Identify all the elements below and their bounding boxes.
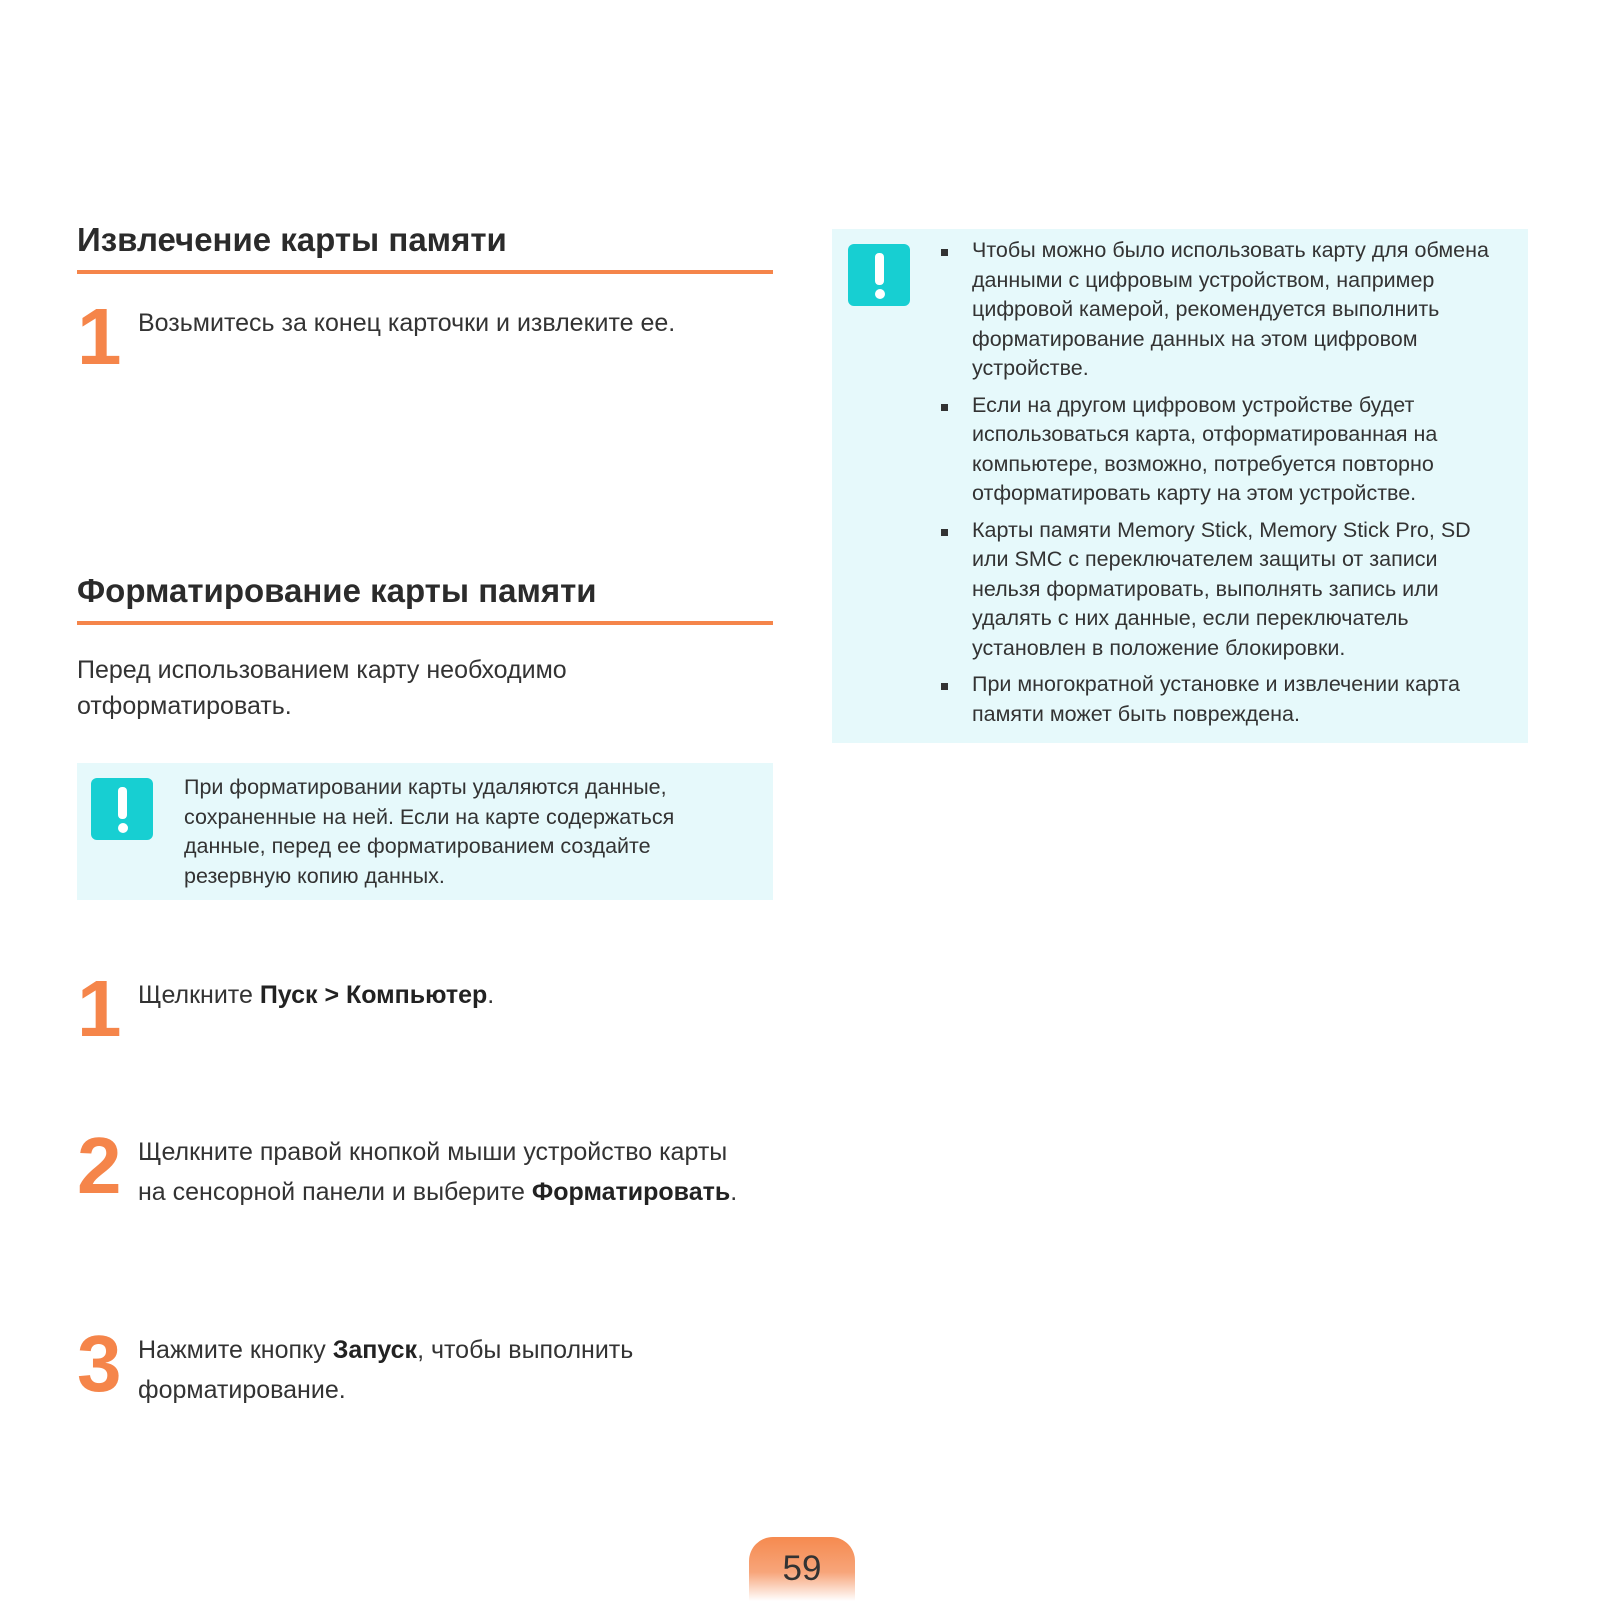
title-rule-remove <box>77 270 773 274</box>
list-item-text: При многократной установке и извлечении карта памяти может быть повреждена. <box>972 672 1460 726</box>
step-text-suffix: , чтобы выполнить форматирование. <box>138 1336 634 1404</box>
step-text-prefix: Нажмите кнопку <box>138 1336 333 1364</box>
bullet-square <box>941 683 948 690</box>
list-item <box>945 670 1505 729</box>
bullet-square <box>941 404 948 411</box>
step-text-suffix: . <box>730 1178 738 1206</box>
bullet-square <box>941 249 948 256</box>
step-text <box>138 975 758 1015</box>
exclamation-icon <box>91 778 153 840</box>
side-note-list <box>945 236 1505 736</box>
list-item-text: Чтобы можно было использовать карту для обмена данными с цифровым устройством, например цифровой камерой, рекомендуется выполнить форматирование данных на этом цифровом устройстве. <box>972 238 1489 380</box>
bullet-square <box>941 529 948 536</box>
page-number-tab <box>749 1537 855 1601</box>
button-label: Запуск <box>332 1336 418 1364</box>
title-rule-format <box>77 621 773 625</box>
list-item <box>945 391 1505 509</box>
step-format-3 <box>77 1319 773 1410</box>
list-item <box>945 516 1505 664</box>
list-item-text: Если на другом цифровом устройстве будет использоваться карта, отформатированная на компьютере, возможно, потребуется повторно отформатировать карту на этом устройстве. <box>972 392 1438 505</box>
section-title-remove: Извлечение карты памяти <box>77 221 507 258</box>
format-intro: Перед использованием карту необходимо отформатировать. <box>77 656 567 720</box>
step-text-suffix: . <box>487 981 495 1009</box>
warning-text: При форматировании карты удаляются данные, сохраненные на ней. Если на карте содержаться данные, перед ее форматированием создайте резервную копию данных. <box>184 775 675 888</box>
menu-path: Пуск > Компьютер <box>259 981 488 1009</box>
page-number: 59 <box>782 1549 822 1588</box>
step-format-2 <box>77 1121 773 1212</box>
step-number: 2 <box>77 1121 122 1210</box>
step-text-prefix: Щелкните правой кнопкой мыши устройство карты на сенсорной панели и выберите <box>138 1138 728 1206</box>
step-remove-1 <box>77 292 773 383</box>
command-label: Форматировать <box>531 1178 731 1206</box>
step-number: 1 <box>77 964 122 1053</box>
step-text <box>138 1330 758 1410</box>
step-text: Возьмитесь за конец карточки и извлеките ее. <box>138 309 676 337</box>
list-item <box>945 236 1505 384</box>
section-title-format: Форматирование карты памяти <box>77 572 597 609</box>
step-format-1 <box>77 964 773 1055</box>
step-text-prefix: Щелкните <box>138 981 260 1009</box>
step-number: 1 <box>77 292 122 381</box>
step-text <box>138 1132 758 1212</box>
exclamation-icon <box>848 244 910 306</box>
warning-note <box>77 763 773 900</box>
step-number: 3 <box>77 1319 122 1408</box>
list-item-text: Карты памяти Memory Stick, Memory Stick Pro, SD или SMC с переключателем защиты от записи нельзя форматировать, выполнять запись или удалять с них данные, если переключатель установлен в положение блокировки. <box>972 517 1471 660</box>
